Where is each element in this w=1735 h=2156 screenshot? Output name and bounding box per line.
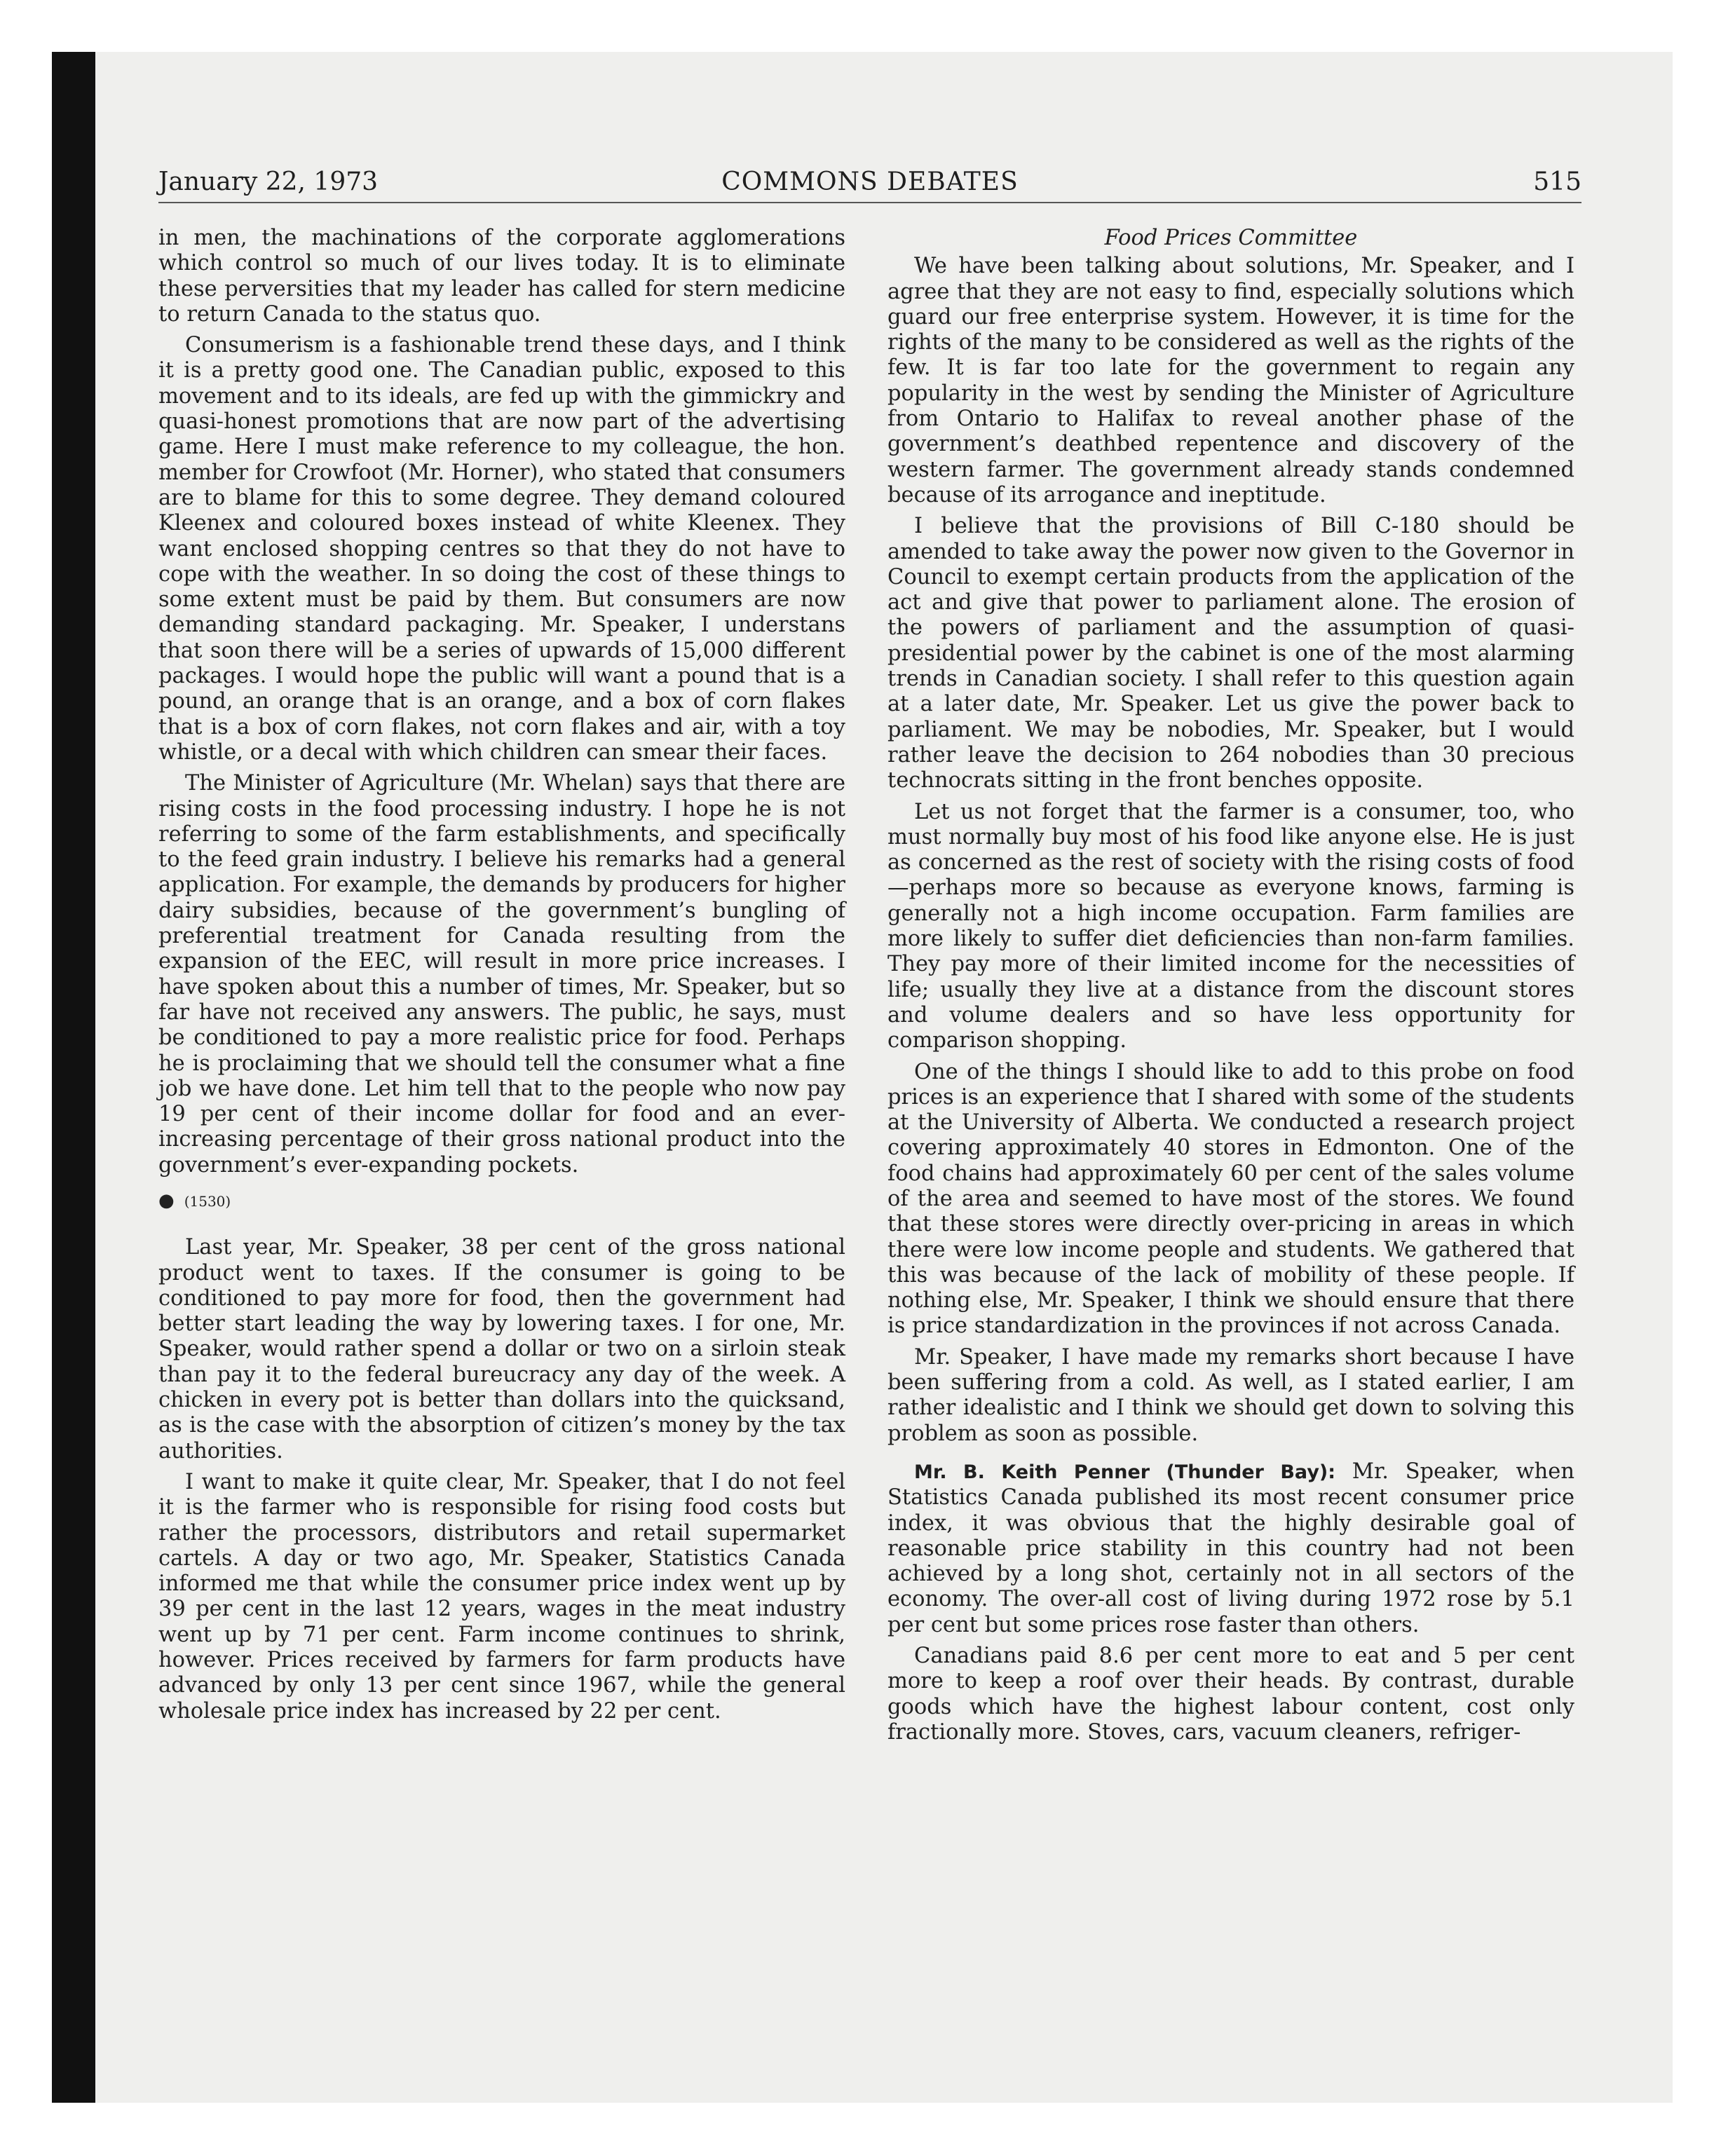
scan-edge-bar [52, 52, 95, 2103]
right-column [887, 226, 1574, 1751]
time-marker-label: (1530) [184, 1192, 231, 1210]
paragraph: Canadians paid 8.6 per cent more to eat and 5 per cent more to keep a roof over their heads. By contrast, durable goods which have the highest labour content, cost only fractionally more. Stoves, cars, vacuum cleaners, refriger- [887, 1644, 1574, 1745]
paragraph: Last year, Mr. Speaker, 38 per cent of the gross national product went to taxes. If the consumer is going to be conditioned to pay more for food, then the government had better start leading the way by lowering taxes. I for one, Mr. Speaker, would rather spend a dollar or two on a sirloin steak than pay it to the federal bureucracy any day of the week. A chicken in every pot is better than dollars into the quicksand, as is the case with the absorption of citizen’s money by the tax authorities. [158, 1235, 845, 1464]
header-date: January 22, 1973 [158, 168, 379, 196]
paragraph: We have been talking about solutions, Mr. Speaker, and I agree that they are not easy to find, especially solutions which guard our free enterprise system. However, it is time for the rights of the many to be considered as well as the rights of the few. It is far too late for the government to regain any popularity in the west by sending the Minister of Agriculture from Ontario to Halifax to reveal another phase of the government’s deathbed repentence and discovery of the western farmer. The government already stands condemned because of its arrogance and ineptitude. [887, 254, 1574, 507]
header-publication-title: COMMONS DEBATES [721, 168, 1019, 196]
paragraph: Let us not forget that the farmer is a consumer, too, who must normally buy most of his food like anyone else. He is just as concerned as the rest of society with the rising costs of food—perhaps more so because as everyone knows, farming is generally not a high income occupation. Farm families are more likely to suffer diet deficiencies than non-farm families. They pay more of their limited income for the necessities of life; usually they live at a distance from the discount stores and volume dealers and so have less opportunity for comparison shopping. [887, 799, 1574, 1053]
bullet-icon: ● [158, 1189, 175, 1211]
left-column [158, 226, 845, 1730]
paragraph: I believe that the provisions of Bill C-180 should be amended to take away the power now given to the Governor in Council to exempt certain products from the application of the act and give that power to parliament alone. The erosion of the powers of parliament and the assumption of quasi-presidential power by the cabinet is one of the most alarming trends in Canadian society. I shall refer to this question again at a later date, Mr. Speaker. Let us give the power back to parliament. We may be nobodies, Mr. Speaker, but I would rather leave the decision to 264 nobodies than 30 precious technocrats sitting in the front benches opposite. [887, 514, 1574, 793]
section-title: Food Prices Committee [1104, 226, 1358, 250]
paragraph: One of the things I should like to add to this probe on food prices is an experience that I shared with some of the students at the University of Alberta. We conducted a research project covering approximately 40 stores in Edmonton. One of the food chains had approximately 60 per cent of the sales volume of the area and seemed to have most of the stores. We found that these stores were directly over-pricing in areas in which there were low income people and students. We gathered that this was because of the lack of mobility of these people. If nothing else, Mr. Speaker, I think we should ensure that there is price standardization in the provinces if not across Canada. [887, 1059, 1574, 1339]
paragraph: The Minister of Agriculture (Mr. Whelan) says that there are rising costs in the food processing industry. I hope he is not referring to some of the farm establishments, and specifically to the feed grain industry. I believe his remarks had a general application. For example, the demands by producers for higher dairy subsidies, because of the government’s bungling of preferential treatment for Canada resulting from the expansion of the EEC, will result in more price increases. I have spoken about this a number of times, Mr. Speaker, but so far have not received any answers. The public, he says, must be conditioned to pay a more realistic price for food. Perhaps he is proclaiming that we should tell the consumer what a fine job we have done. Let him tell that to the people who now pay 19 per cent of their income dollar for food and an ever-increasing percentage of their gross national product into the government’s ever-expanding pockets. [158, 771, 845, 1178]
header-page-number: 515 [1533, 168, 1581, 196]
speaker-paragraph [887, 1459, 1574, 1638]
running-header [158, 163, 1581, 203]
speaker-name: Mr. B. Keith Penner (Thunder Bay): [914, 1461, 1336, 1483]
paragraph: in men, the machinations of the corporate agglomerations which control so much of our lives today. It is to eliminate these perversities that my leader has called for stern medicine to return Canada to the status quo. [158, 226, 845, 327]
paragraph: Consumerism is a fashionable trend these days, and I think it is a pretty good one. The Canadian public, exposed to this movement and to its ideals, are fed up with the gimmickry and quasi-honest promotions that are now part of the advertising game. Here I must make reference to my colleague, the hon. member for Crowfoot (Mr. Horner), who stated that consumers are to blame for this to some degree. They demand coloured Kleenex and coloured boxes instead of white Kleenex. They want enclosed shopping centres so that they do not have to cope with the weather. In so doing the cost of these things to some extent must be paid by them. But consumers are now demanding standard packaging. Mr. Speaker, I understans that soon there will be a series of upwards of 15,000 different packages. I would hope the public will want a pound that is a pound, an orange that is an orange, and a box of corn flakes that is a box of corn flakes, not corn flakes and air, with a toy whistle, or a decal with which children can smear their faces. [158, 333, 845, 765]
time-marker [158, 1188, 845, 1214]
speaker-text: Mr. Speaker, when Statistics Canada published its most recent consumer price index, it was obvious that the highly desirable goal of reasonable price stability in this country had not been achieved by a long shot, certainly not in all sectors of the economy. The over-all cost of living during 1972 rose by 5.1 per cent but some prices rose faster than others. [887, 1459, 1574, 1637]
paragraph: Mr. Speaker, I have made my remarks short because I have been suffering from a cold. As well, as I stated earlier, I am rather idealistic and I think we should get down to solving this problem as soon as possible. [887, 1344, 1574, 1446]
paragraph: I want to make it quite clear, Mr. Speaker, that I do not feel it is the farmer who is responsible for rising food costs but rather the processors, distributors and retail supermarket cartels. A day or two ago, Mr. Speaker, Statistics Canada informed me that while the consumer price index went up by 39 per cent in the last 12 years, wages in the meat industry went up by 71 per cent. Farm income continues to shrink, however. Prices received by farmers for farm products have advanced by only 13 per cent since 1967, while the general wholesale price index has increased by 22 per cent. [158, 1469, 845, 1724]
